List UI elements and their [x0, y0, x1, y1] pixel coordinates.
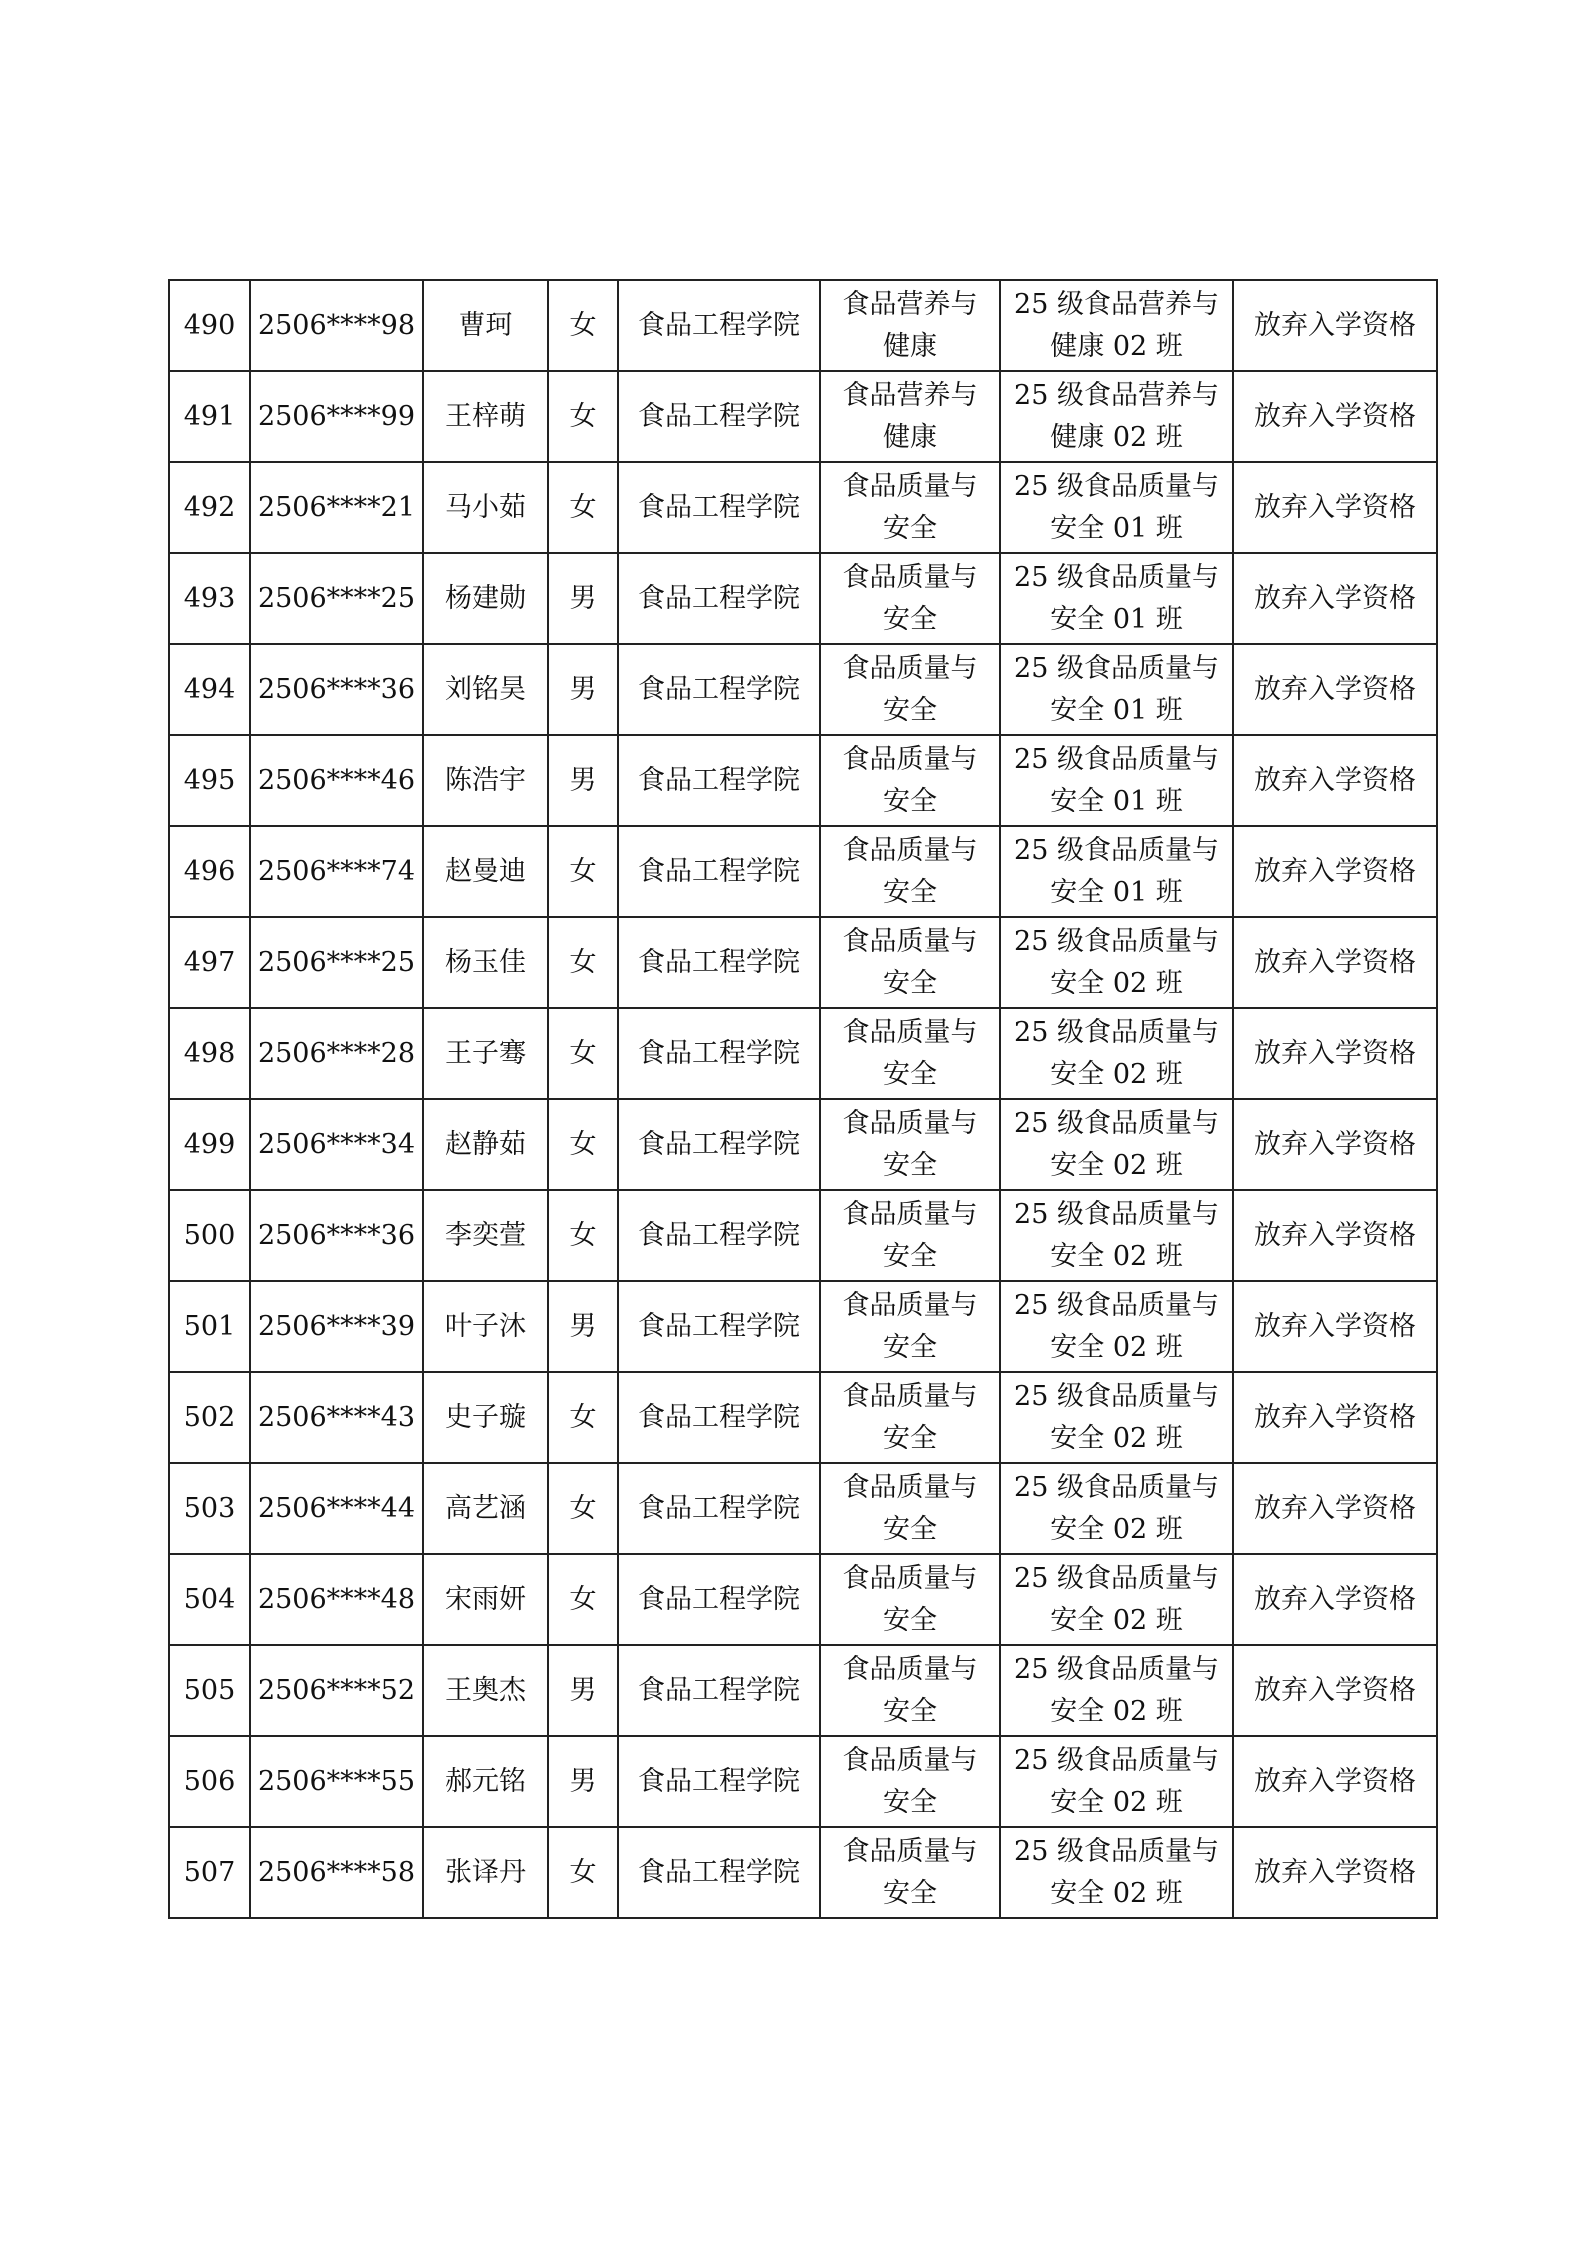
status-cell: 放弃入学资格 [1233, 371, 1437, 462]
status-cell: 放弃入学资格 [1233, 735, 1437, 826]
student-name-cell: 张译丹 [423, 1827, 548, 1918]
table-row [169, 1736, 1437, 1827]
class-cell [1000, 1736, 1233, 1827]
row-number-cell: 499 [169, 1099, 250, 1190]
class-cell-line: 安全 02 班 [1050, 967, 1183, 999]
major-cell-line: 食品质量与 [842, 1016, 978, 1048]
class-cell-line: 安全 02 班 [1050, 1877, 1183, 1909]
college-cell: 食品工程学院 [618, 1827, 820, 1918]
major-cell [820, 553, 1000, 644]
student-name-cell: 赵曼迪 [423, 826, 548, 917]
row-number-cell: 501 [169, 1281, 250, 1372]
class-cell-line: 安全 01 班 [1050, 512, 1183, 544]
major-cell-line: 安全 [883, 603, 937, 635]
gender-cell: 男 [548, 1645, 618, 1736]
major-cell-line: 食品质量与 [842, 1471, 978, 1503]
class-cell-line: 25 级食品质量与 [1014, 743, 1219, 775]
class-cell-line: 安全 02 班 [1050, 1695, 1183, 1727]
college-cell: 食品工程学院 [618, 1099, 820, 1190]
gender-cell: 女 [548, 1190, 618, 1281]
major-cell [820, 1554, 1000, 1645]
student-id-cell: 2506****25 [250, 553, 423, 644]
student-id-cell: 2506****25 [250, 917, 423, 1008]
major-cell [820, 644, 1000, 735]
major-cell-line: 食品质量与 [842, 561, 978, 593]
class-cell [1000, 1281, 1233, 1372]
major-cell-line: 食品质量与 [842, 652, 978, 684]
row-number-cell: 498 [169, 1008, 250, 1099]
major-cell-line: 食品质量与 [842, 743, 978, 775]
major-cell-line: 食品质量与 [842, 1562, 978, 1594]
student-name-cell: 陈浩宇 [423, 735, 548, 826]
row-number-cell: 495 [169, 735, 250, 826]
table-row [169, 1554, 1437, 1645]
major-cell [820, 1463, 1000, 1554]
row-number-cell: 494 [169, 644, 250, 735]
status-cell: 放弃入学资格 [1233, 1372, 1437, 1463]
college-cell: 食品工程学院 [618, 1372, 820, 1463]
class-cell-line: 健康 02 班 [1050, 421, 1183, 453]
class-cell [1000, 644, 1233, 735]
table-row [169, 1827, 1437, 1918]
student-id-cell: 2506****44 [250, 1463, 423, 1554]
major-cell-line: 健康 [883, 421, 937, 453]
class-cell-line: 安全 02 班 [1050, 1422, 1183, 1454]
major-cell-line: 安全 [883, 1877, 937, 1909]
class-cell [1000, 735, 1233, 826]
major-cell-line: 食品质量与 [842, 1107, 978, 1139]
status-cell: 放弃入学资格 [1233, 826, 1437, 917]
class-cell-line: 安全 01 班 [1050, 603, 1183, 635]
major-cell-line: 安全 [883, 876, 937, 908]
class-cell-line: 安全 01 班 [1050, 876, 1183, 908]
table-row [169, 371, 1437, 462]
row-number-cell: 493 [169, 553, 250, 644]
table-row [169, 1372, 1437, 1463]
table-row [169, 735, 1437, 826]
class-cell [1000, 1372, 1233, 1463]
table-row [169, 1190, 1437, 1281]
gender-cell: 女 [548, 1827, 618, 1918]
major-cell [820, 280, 1000, 371]
major-cell [820, 735, 1000, 826]
class-cell [1000, 1008, 1233, 1099]
student-id-cell: 2506****36 [250, 644, 423, 735]
table-row [169, 917, 1437, 1008]
gender-cell: 女 [548, 917, 618, 1008]
major-cell-line: 安全 [883, 1149, 937, 1181]
major-cell [820, 1736, 1000, 1827]
class-cell-line: 25 级食品营养与 [1014, 379, 1219, 411]
major-cell-line: 食品营养与 [842, 379, 978, 411]
gender-cell: 男 [548, 1736, 618, 1827]
gender-cell: 女 [548, 1099, 618, 1190]
gender-cell: 女 [548, 826, 618, 917]
student-name-cell: 曹珂 [423, 280, 548, 371]
college-cell: 食品工程学院 [618, 735, 820, 826]
class-cell-line: 25 级食品质量与 [1014, 1289, 1219, 1321]
class-cell-line: 健康 02 班 [1050, 330, 1183, 362]
class-cell [1000, 1190, 1233, 1281]
student-id-cell: 2506****28 [250, 1008, 423, 1099]
class-cell [1000, 1554, 1233, 1645]
class-cell-line: 25 级食品质量与 [1014, 925, 1219, 957]
class-cell-line: 安全 02 班 [1050, 1240, 1183, 1272]
gender-cell: 男 [548, 644, 618, 735]
college-cell: 食品工程学院 [618, 371, 820, 462]
major-cell-line: 安全 [883, 1513, 937, 1545]
row-number-cell: 506 [169, 1736, 250, 1827]
major-cell-line: 食品质量与 [842, 1835, 978, 1867]
row-number-cell: 497 [169, 917, 250, 1008]
student-id-cell: 2506****43 [250, 1372, 423, 1463]
major-cell [820, 917, 1000, 1008]
college-cell: 食品工程学院 [618, 1008, 820, 1099]
class-cell [1000, 917, 1233, 1008]
status-cell: 放弃入学资格 [1233, 462, 1437, 553]
student-name-cell: 赵静茹 [423, 1099, 548, 1190]
row-number-cell: 504 [169, 1554, 250, 1645]
gender-cell: 男 [548, 1281, 618, 1372]
student-id-cell: 2506****55 [250, 1736, 423, 1827]
row-number-cell: 496 [169, 826, 250, 917]
table-row [169, 1645, 1437, 1736]
major-cell-line: 食品质量与 [842, 1289, 978, 1321]
major-cell-line: 安全 [883, 1240, 937, 1272]
college-cell: 食品工程学院 [618, 1554, 820, 1645]
student-roster-table [168, 279, 1438, 1919]
college-cell: 食品工程学院 [618, 553, 820, 644]
student-id-cell: 2506****98 [250, 280, 423, 371]
student-name-cell: 叶子沐 [423, 1281, 548, 1372]
class-cell-line: 25 级食品质量与 [1014, 1653, 1219, 1685]
class-cell [1000, 462, 1233, 553]
major-cell-line: 安全 [883, 1695, 937, 1727]
row-number-cell: 505 [169, 1645, 250, 1736]
row-number-cell: 491 [169, 371, 250, 462]
major-cell [820, 1190, 1000, 1281]
status-cell: 放弃入学资格 [1233, 1645, 1437, 1736]
student-id-cell: 2506****36 [250, 1190, 423, 1281]
student-name-cell: 史子璇 [423, 1372, 548, 1463]
college-cell: 食品工程学院 [618, 1645, 820, 1736]
status-cell: 放弃入学资格 [1233, 1281, 1437, 1372]
status-cell: 放弃入学资格 [1233, 280, 1437, 371]
status-cell: 放弃入学资格 [1233, 644, 1437, 735]
major-cell-line: 安全 [883, 1786, 937, 1818]
major-cell-line: 食品营养与 [842, 288, 978, 320]
student-id-cell: 2506****58 [250, 1827, 423, 1918]
gender-cell: 女 [548, 371, 618, 462]
student-id-cell: 2506****99 [250, 371, 423, 462]
class-cell [1000, 553, 1233, 644]
gender-cell: 女 [548, 1463, 618, 1554]
major-cell-line: 安全 [883, 785, 937, 817]
status-cell: 放弃入学资格 [1233, 1736, 1437, 1827]
college-cell: 食品工程学院 [618, 917, 820, 1008]
status-cell: 放弃入学资格 [1233, 553, 1437, 644]
class-cell-line: 25 级食品质量与 [1014, 561, 1219, 593]
class-cell-line: 25 级食品质量与 [1014, 470, 1219, 502]
gender-cell: 男 [548, 553, 618, 644]
student-id-cell: 2506****48 [250, 1554, 423, 1645]
major-cell [820, 1827, 1000, 1918]
student-name-cell: 郝元铭 [423, 1736, 548, 1827]
class-cell-line: 25 级食品营养与 [1014, 288, 1219, 320]
status-cell: 放弃入学资格 [1233, 1099, 1437, 1190]
major-cell-line: 安全 [883, 512, 937, 544]
major-cell-line: 食品质量与 [842, 1198, 978, 1230]
student-id-cell: 2506****46 [250, 735, 423, 826]
major-cell [820, 371, 1000, 462]
class-cell [1000, 1463, 1233, 1554]
class-cell-line: 25 级食品质量与 [1014, 1562, 1219, 1594]
college-cell: 食品工程学院 [618, 1736, 820, 1827]
student-name-cell: 李奕萱 [423, 1190, 548, 1281]
student-id-cell: 2506****74 [250, 826, 423, 917]
table-row [169, 1281, 1437, 1372]
status-cell: 放弃入学资格 [1233, 1190, 1437, 1281]
table-row [169, 553, 1437, 644]
gender-cell: 女 [548, 462, 618, 553]
gender-cell: 女 [548, 1372, 618, 1463]
row-number-cell: 502 [169, 1372, 250, 1463]
class-cell-line: 安全 02 班 [1050, 1331, 1183, 1363]
college-cell: 食品工程学院 [618, 644, 820, 735]
major-cell-line: 安全 [883, 1331, 937, 1363]
gender-cell: 女 [548, 1554, 618, 1645]
row-number-cell: 492 [169, 462, 250, 553]
college-cell: 食品工程学院 [618, 826, 820, 917]
class-cell [1000, 1827, 1233, 1918]
status-cell: 放弃入学资格 [1233, 1554, 1437, 1645]
class-cell-line: 25 级食品质量与 [1014, 1835, 1219, 1867]
major-cell [820, 826, 1000, 917]
major-cell [820, 1372, 1000, 1463]
major-cell-line: 食品质量与 [842, 1744, 978, 1776]
row-number-cell: 507 [169, 1827, 250, 1918]
class-cell-line: 安全 02 班 [1050, 1604, 1183, 1636]
major-cell-line: 食品质量与 [842, 470, 978, 502]
student-name-cell: 宋雨妍 [423, 1554, 548, 1645]
gender-cell: 女 [548, 1008, 618, 1099]
table-row [169, 462, 1437, 553]
student-id-cell: 2506****39 [250, 1281, 423, 1372]
class-cell [1000, 826, 1233, 917]
status-cell: 放弃入学资格 [1233, 917, 1437, 1008]
student-id-cell: 2506****52 [250, 1645, 423, 1736]
major-cell-line: 安全 [883, 1422, 937, 1454]
student-name-cell: 杨玉佳 [423, 917, 548, 1008]
major-cell-line: 安全 [883, 694, 937, 726]
row-number-cell: 500 [169, 1190, 250, 1281]
row-number-cell: 490 [169, 280, 250, 371]
table-row [169, 1463, 1437, 1554]
roster-body [169, 280, 1437, 1918]
table-row [169, 826, 1437, 917]
major-cell-line: 健康 [883, 330, 937, 362]
gender-cell: 男 [548, 735, 618, 826]
student-name-cell: 刘铭昊 [423, 644, 548, 735]
college-cell: 食品工程学院 [618, 1190, 820, 1281]
class-cell [1000, 280, 1233, 371]
college-cell: 食品工程学院 [618, 462, 820, 553]
gender-cell: 女 [548, 280, 618, 371]
student-name-cell: 王子骞 [423, 1008, 548, 1099]
status-cell: 放弃入学资格 [1233, 1008, 1437, 1099]
class-cell-line: 25 级食品质量与 [1014, 1198, 1219, 1230]
major-cell-line: 安全 [883, 1058, 937, 1090]
major-cell-line: 食品质量与 [842, 925, 978, 957]
class-cell-line: 安全 01 班 [1050, 694, 1183, 726]
student-name-cell: 杨建勋 [423, 553, 548, 644]
class-cell-line: 安全 02 班 [1050, 1513, 1183, 1545]
class-cell-line: 25 级食品质量与 [1014, 652, 1219, 684]
class-cell-line: 25 级食品质量与 [1014, 1471, 1219, 1503]
class-cell-line: 25 级食品质量与 [1014, 834, 1219, 866]
table-row [169, 1008, 1437, 1099]
class-cell [1000, 371, 1233, 462]
student-name-cell: 王梓萌 [423, 371, 548, 462]
college-cell: 食品工程学院 [618, 280, 820, 371]
college-cell: 食品工程学院 [618, 1463, 820, 1554]
table-row [169, 644, 1437, 735]
major-cell [820, 1645, 1000, 1736]
major-cell-line: 食品质量与 [842, 1653, 978, 1685]
major-cell-line: 食品质量与 [842, 834, 978, 866]
class-cell-line: 25 级食品质量与 [1014, 1744, 1219, 1776]
status-cell: 放弃入学资格 [1233, 1827, 1437, 1918]
major-cell [820, 1008, 1000, 1099]
class-cell-line: 25 级食品质量与 [1014, 1016, 1219, 1048]
student-id-cell: 2506****21 [250, 462, 423, 553]
status-cell: 放弃入学资格 [1233, 1463, 1437, 1554]
table-row [169, 280, 1437, 371]
table-row [169, 1099, 1437, 1190]
class-cell-line: 安全 02 班 [1050, 1149, 1183, 1181]
major-cell [820, 1281, 1000, 1372]
major-cell [820, 462, 1000, 553]
major-cell-line: 食品质量与 [842, 1380, 978, 1412]
class-cell-line: 安全 02 班 [1050, 1786, 1183, 1818]
class-cell [1000, 1645, 1233, 1736]
student-name-cell: 高艺涵 [423, 1463, 548, 1554]
class-cell-line: 安全 01 班 [1050, 785, 1183, 817]
college-cell: 食品工程学院 [618, 1281, 820, 1372]
class-cell-line: 25 级食品质量与 [1014, 1107, 1219, 1139]
major-cell [820, 1099, 1000, 1190]
row-number-cell: 503 [169, 1463, 250, 1554]
student-name-cell: 王奥杰 [423, 1645, 548, 1736]
student-id-cell: 2506****34 [250, 1099, 423, 1190]
class-cell [1000, 1099, 1233, 1190]
major-cell-line: 安全 [883, 1604, 937, 1636]
major-cell-line: 安全 [883, 967, 937, 999]
class-cell-line: 25 级食品质量与 [1014, 1380, 1219, 1412]
student-name-cell: 马小茹 [423, 462, 548, 553]
class-cell-line: 安全 02 班 [1050, 1058, 1183, 1090]
